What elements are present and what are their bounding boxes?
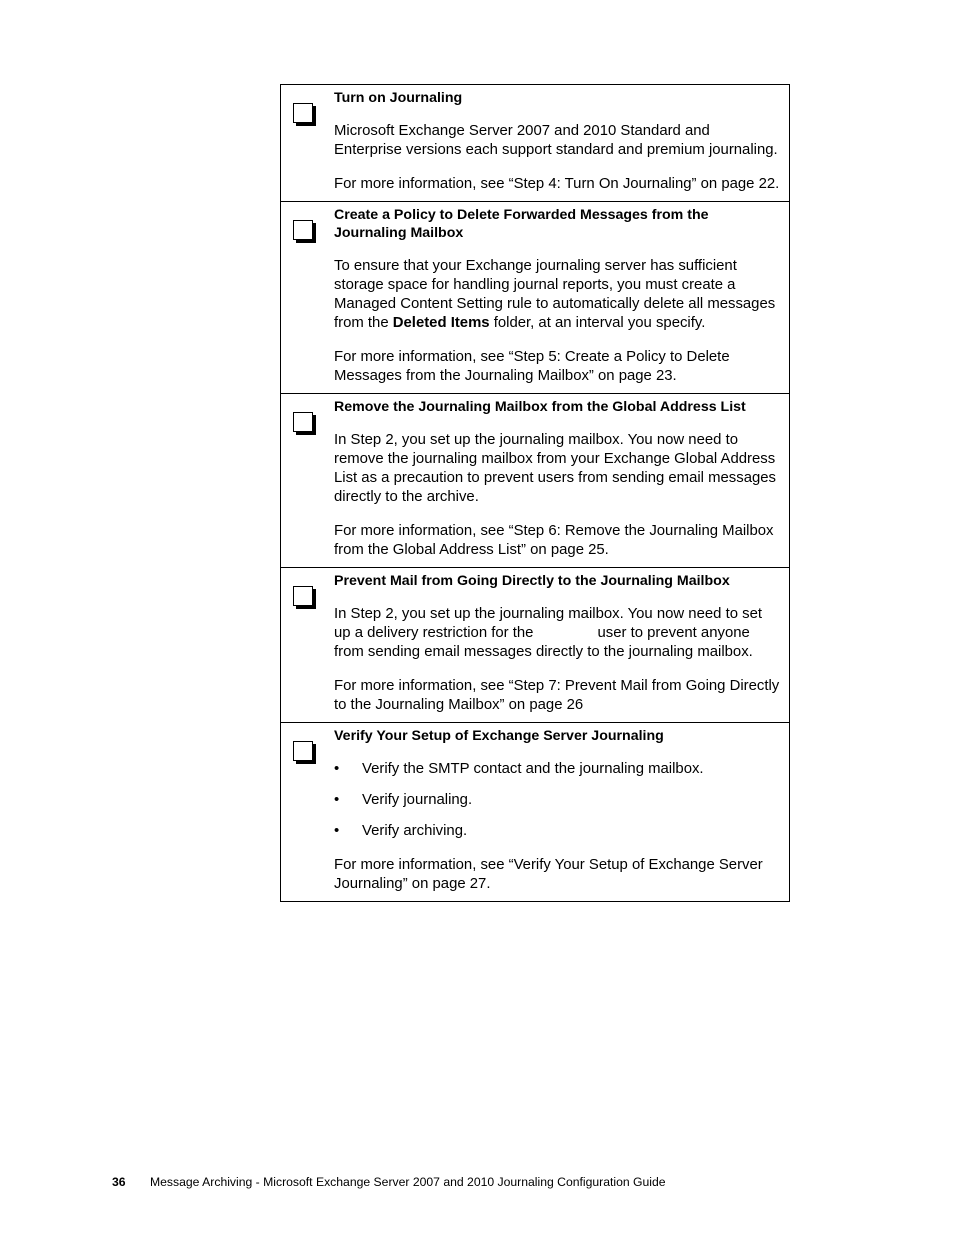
list-item-text: Verify journaling. bbox=[362, 792, 473, 808]
bullet-icon: • bbox=[334, 792, 340, 808]
verify-bullet-list bbox=[334, 760, 781, 841]
row-description: Microsoft Exchange Server 2007 and 2010 Standard and Enterprise versions each support standard and premium journaling. bbox=[334, 123, 778, 158]
list-item bbox=[334, 760, 781, 779]
row-description-text: user to prevent anyone from sending email messages directly to the journaling mailbox. bbox=[334, 625, 753, 660]
checkbox-icon bbox=[293, 586, 313, 606]
checklist-row-prevent-mail bbox=[281, 567, 789, 722]
row-more-info: For more information, see “Step 6: Remove the Journaling Mailbox from the Global Address List” on page 25. bbox=[334, 523, 774, 558]
row-title: Prevent Mail from Going Directly to the Journaling Mailbox bbox=[334, 573, 730, 589]
checklist-table bbox=[280, 84, 790, 902]
page-number: 36 bbox=[112, 1175, 126, 1189]
row-description bbox=[334, 257, 781, 333]
list-item-text: Verify archiving. bbox=[362, 823, 468, 839]
row-title: Turn on Journaling bbox=[334, 90, 463, 106]
checklist-row-remove-mailbox-gal bbox=[281, 393, 789, 567]
row-description: In Step 2, you set up the journaling mailbox. You now need to remove the journaling mailbox from your Exchange Global Address List as a precaution to prevent users from sending email messages directly to the archive. bbox=[334, 432, 776, 505]
row-title: Verify Your Setup of Exchange Server Journaling bbox=[334, 728, 664, 744]
checklist-row-verify-setup bbox=[281, 722, 789, 901]
row-description-text: In Step 2, you set up the journaling mailbox. You now need to set up a delivery restriction for the bbox=[334, 606, 762, 641]
row-more-info: For more information, see “Step 4: Turn On Journaling” on page 22. bbox=[334, 176, 780, 192]
list-item bbox=[334, 791, 781, 810]
row-description-text: To ensure that your Exchange journaling server has sufficient storage space for handling journal reports, you must create a Managed Content Setting rule to automatically delete all messages from the bbox=[334, 258, 776, 331]
checkbox-icon bbox=[293, 741, 313, 761]
checklist-row-turn-on-journaling bbox=[281, 85, 789, 201]
footer-title: Message Archiving - Microsoft Exchange Server 2007 and 2010 Journaling Configuration Guide bbox=[150, 1175, 666, 1189]
checkbox-icon bbox=[293, 220, 313, 240]
list-item-text: Verify the SMTP contact and the journaling mailbox. bbox=[362, 761, 704, 777]
checkbox-icon bbox=[293, 412, 313, 432]
row-title: Create a Policy to Delete Forwarded Messages from the Journaling Mailbox bbox=[334, 207, 709, 241]
checklist-row-create-policy bbox=[281, 201, 789, 393]
deleted-items-folder-name: Deleted Items bbox=[392, 315, 490, 331]
list-item bbox=[334, 822, 781, 841]
row-title: Remove the Journaling Mailbox from the Global Address List bbox=[334, 399, 746, 415]
row-more-info: For more information, see “Verify Your Setup of Exchange Server Journaling” on page 27. bbox=[334, 857, 763, 892]
row-more-info: For more information, see “Step 5: Create a Policy to Delete Messages from the Journaling Mailbox” on page 23. bbox=[334, 349, 730, 384]
bullet-icon: • bbox=[334, 761, 340, 777]
row-description-text: folder, at an interval you specify. bbox=[489, 315, 706, 331]
checkbox-icon bbox=[293, 103, 313, 123]
bullet-icon: • bbox=[334, 823, 340, 839]
row-description bbox=[334, 605, 781, 662]
row-more-info: For more information, see “Step 7: Prevent Mail from Going Directly to the Journaling Mailbox” on page 26 bbox=[334, 678, 780, 713]
page-footer bbox=[112, 1174, 666, 1190]
